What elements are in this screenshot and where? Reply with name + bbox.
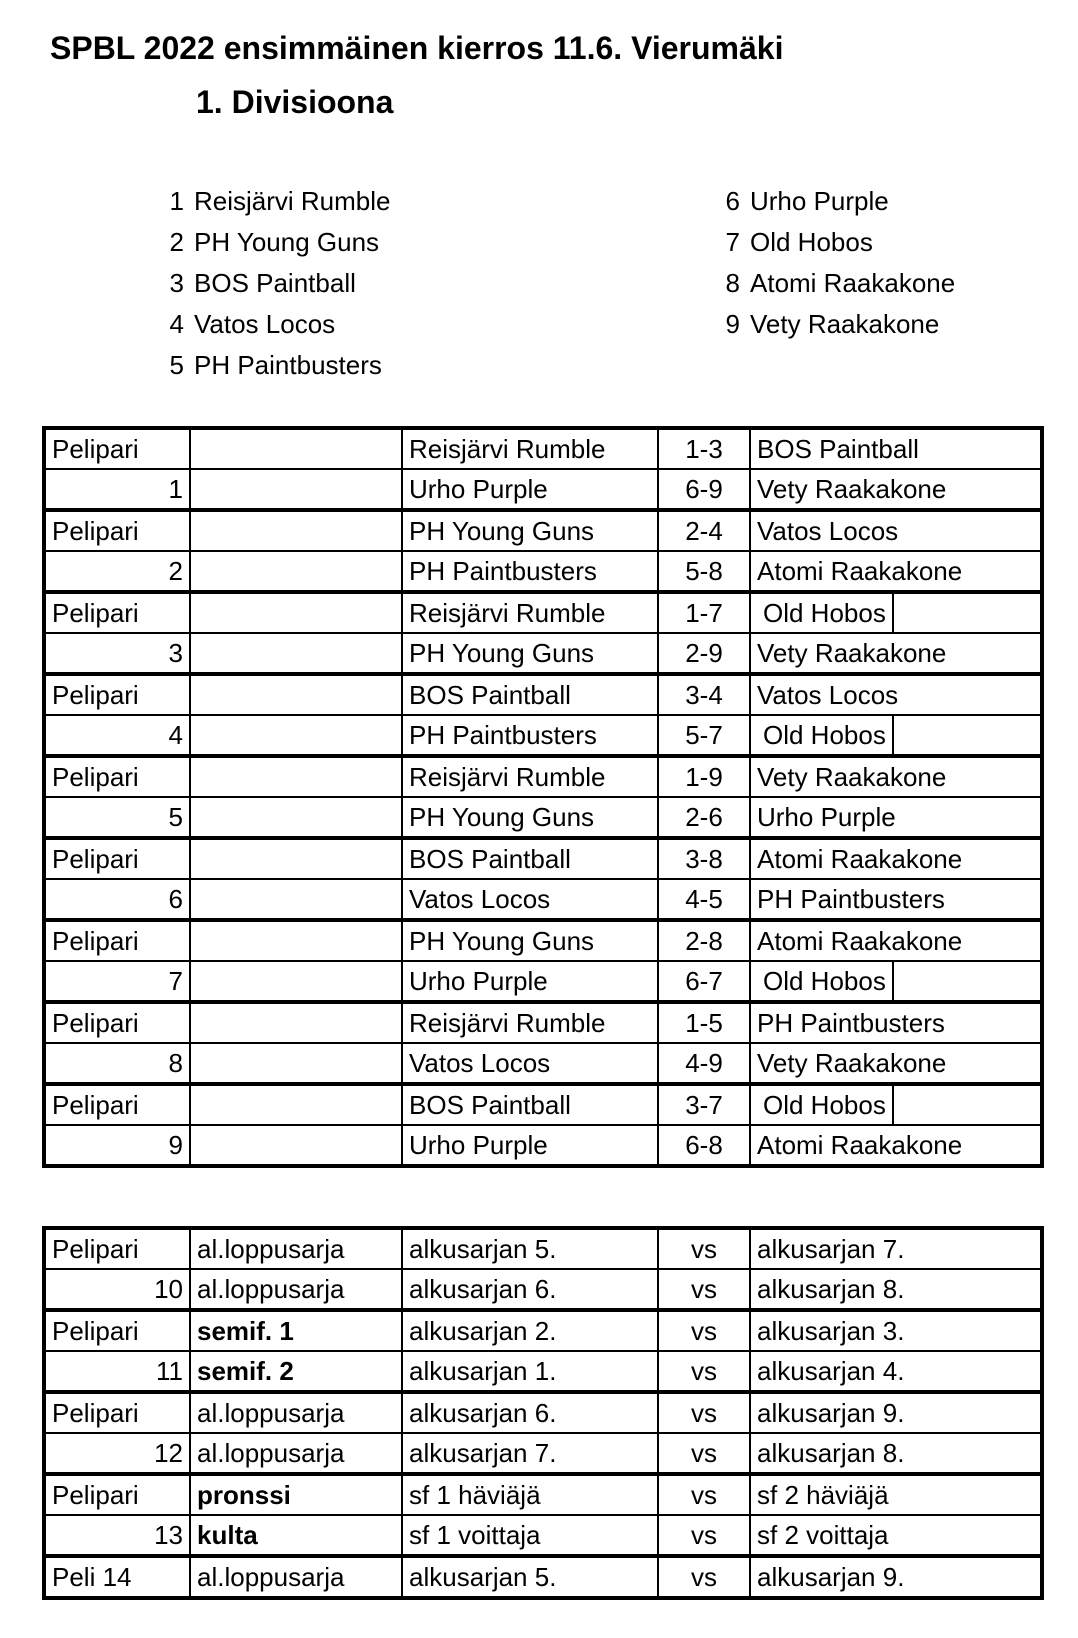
schedule-row — [44, 920, 1042, 961]
matchup-code: 6-7 — [658, 961, 750, 1002]
home-slot: alkusarjan 7. — [402, 1433, 658, 1474]
vs-label: vs — [658, 1433, 750, 1474]
pair-number: 10 — [44, 1269, 190, 1310]
vs-label: vs — [658, 1351, 750, 1392]
team-list-left — [162, 181, 391, 386]
stage-label: al.loppusarja — [190, 1392, 402, 1433]
away-team — [750, 715, 1042, 756]
schedule-row — [44, 592, 1042, 633]
empty-cell — [190, 469, 402, 510]
pair-number: 13 — [44, 1515, 190, 1556]
home-slot: alkusarjan 2. — [402, 1310, 658, 1351]
schedule-row — [44, 797, 1042, 838]
away-team: Vatos Locos — [750, 674, 1042, 715]
group-stage-schedule — [42, 426, 1044, 1168]
team-number: 1 — [169, 186, 184, 216]
away-team: Vatos Locos — [750, 510, 1042, 551]
team-name: Vety Raakakone — [750, 309, 940, 339]
playoff-row — [44, 1269, 1042, 1310]
schedule-row — [44, 715, 1042, 756]
home-team: PH Young Guns — [402, 797, 658, 838]
away-slot: sf 2 voittaja — [750, 1515, 1042, 1556]
empty-cell — [190, 1084, 402, 1125]
away-slot: alkusarjan 7. — [750, 1228, 1042, 1269]
pair-number: 3 — [44, 633, 190, 674]
pair-label: Pelipari — [44, 920, 190, 961]
schedule-row — [44, 961, 1042, 1002]
page-title: SPBL 2022 ensimmäinen kierros 11.6. Vierumäki — [50, 30, 784, 66]
team-name: Atomi Raakakone — [750, 268, 956, 298]
home-team: Urho Purple — [402, 1125, 658, 1166]
pair-label: Pelipari — [44, 838, 190, 879]
schedule-row — [44, 1084, 1042, 1125]
team-name: Urho Purple — [750, 186, 889, 216]
team-entry — [718, 181, 955, 222]
matchup-code: 2-4 — [658, 510, 750, 551]
home-team: PH Paintbusters — [402, 715, 658, 756]
away-slot: alkusarjan 8. — [750, 1433, 1042, 1474]
team-number: 7 — [725, 227, 740, 257]
empty-cell — [190, 428, 402, 469]
stage-label: pronssi — [190, 1474, 402, 1515]
team-entry — [162, 181, 391, 222]
schedule-row — [44, 1002, 1042, 1043]
matchup-code: 2-8 — [658, 920, 750, 961]
team-name: PH Young Guns — [194, 227, 380, 257]
schedule-row — [44, 838, 1042, 879]
home-team: PH Paintbusters — [402, 551, 658, 592]
empty-cell — [190, 1125, 402, 1166]
matchup-code: 4-5 — [658, 879, 750, 920]
matchup-code: 3-8 — [658, 838, 750, 879]
empty-cell — [190, 961, 402, 1002]
playoff-row — [44, 1392, 1042, 1433]
pair-label: Pelipari — [44, 674, 190, 715]
away-team: Vety Raakakone — [750, 756, 1042, 797]
home-slot: alkusarjan 5. — [402, 1556, 658, 1598]
away-slot: alkusarjan 9. — [750, 1556, 1042, 1598]
team-name: Vatos Locos — [194, 309, 336, 339]
away-team — [750, 961, 1042, 1002]
vs-label: vs — [658, 1228, 750, 1269]
pair-number: 12 — [44, 1433, 190, 1474]
pair-number: 6 — [44, 879, 190, 920]
pair-number: 11 — [44, 1351, 190, 1392]
team-number: 9 — [725, 309, 740, 339]
home-team: Reisjärvi Rumble — [402, 756, 658, 797]
pair-label: Pelipari — [44, 1084, 190, 1125]
playoff-row — [44, 1474, 1042, 1515]
schedule-row — [44, 879, 1042, 920]
division-title: 1. Divisioona — [196, 84, 394, 120]
stage-label: al.loppusarja — [190, 1433, 402, 1474]
schedule-row — [44, 428, 1042, 469]
team-number: 5 — [169, 350, 184, 380]
playoff-row — [44, 1556, 1042, 1598]
pair-number: 1 — [44, 469, 190, 510]
schedule-row — [44, 1125, 1042, 1166]
empty-cell — [190, 715, 402, 756]
team-entry — [718, 304, 955, 345]
playoff-row — [44, 1310, 1042, 1351]
team-number: 6 — [725, 186, 740, 216]
schedule-row — [44, 674, 1042, 715]
vs-label: vs — [658, 1269, 750, 1310]
team-entry — [162, 263, 391, 304]
schedule-row — [44, 551, 1042, 592]
home-slot: alkusarjan 5. — [402, 1228, 658, 1269]
pair-label: Peli 14 — [44, 1556, 190, 1598]
home-team: Reisjärvi Rumble — [402, 1002, 658, 1043]
stage-label: al.loppusarja — [190, 1269, 402, 1310]
vs-label: vs — [658, 1515, 750, 1556]
home-slot: sf 1 voittaja — [402, 1515, 658, 1556]
matchup-code: 1-3 — [658, 428, 750, 469]
matchup-code: 3-7 — [658, 1084, 750, 1125]
home-team: Vatos Locos — [402, 1043, 658, 1084]
team-list-right — [718, 181, 955, 345]
team-name: Reisjärvi Rumble — [194, 186, 391, 216]
pair-label: Pelipari — [44, 510, 190, 551]
home-team: PH Young Guns — [402, 633, 658, 674]
pair-number: 5 — [44, 797, 190, 838]
away-team: Atomi Raakakone — [750, 1125, 1042, 1166]
vs-label: vs — [658, 1556, 750, 1598]
home-team: PH Young Guns — [402, 510, 658, 551]
empty-cell — [190, 1002, 402, 1043]
empty-cell — [190, 1043, 402, 1084]
home-team: Reisjärvi Rumble — [402, 592, 658, 633]
away-team: Vety Raakakone — [750, 633, 1042, 674]
matchup-code: 4-9 — [658, 1043, 750, 1084]
schedule-row — [44, 756, 1042, 797]
home-slot: alkusarjan 6. — [402, 1269, 658, 1310]
pair-label: Pelipari — [44, 1474, 190, 1515]
away-slot: alkusarjan 8. — [750, 1269, 1042, 1310]
home-slot: sf 1 häviäjä — [402, 1474, 658, 1515]
team-number: 8 — [725, 268, 740, 298]
home-team: PH Young Guns — [402, 920, 658, 961]
away-team-text: Old Hobos — [757, 962, 894, 1000]
away-team: Vety Raakakone — [750, 1043, 1042, 1084]
empty-cell — [190, 592, 402, 633]
away-slot: alkusarjan 3. — [750, 1310, 1042, 1351]
away-team-text: Old Hobos — [757, 1086, 894, 1124]
matchup-code: 1-9 — [658, 756, 750, 797]
pair-label: Pelipari — [44, 1002, 190, 1043]
away-team — [750, 1084, 1042, 1125]
matchup-code: 5-8 — [658, 551, 750, 592]
home-team: Urho Purple — [402, 961, 658, 1002]
playoff-row — [44, 1433, 1042, 1474]
team-entry — [162, 345, 391, 386]
pair-label: Pelipari — [44, 592, 190, 633]
playoff-row — [44, 1515, 1042, 1556]
stage-label: semif. 1 — [190, 1310, 402, 1351]
team-number: 2 — [169, 227, 184, 257]
home-team: Vatos Locos — [402, 879, 658, 920]
home-team: BOS Paintball — [402, 838, 658, 879]
empty-cell — [190, 674, 402, 715]
home-team: Reisjärvi Rumble — [402, 428, 658, 469]
playoff-row — [44, 1228, 1042, 1269]
stage-label: al.loppusarja — [190, 1228, 402, 1269]
pair-number: 7 — [44, 961, 190, 1002]
pair-label: Pelipari — [44, 428, 190, 469]
team-name: Old Hobos — [750, 227, 873, 257]
pair-number: 2 — [44, 551, 190, 592]
pair-label: Pelipari — [44, 1392, 190, 1433]
empty-cell — [190, 797, 402, 838]
playoff-schedule — [42, 1226, 1044, 1600]
team-number: 3 — [169, 268, 184, 298]
home-slot: alkusarjan 1. — [402, 1351, 658, 1392]
empty-cell — [190, 756, 402, 797]
away-slot: alkusarjan 9. — [750, 1392, 1042, 1433]
matchup-code: 1-5 — [658, 1002, 750, 1043]
empty-cell — [190, 510, 402, 551]
away-team: BOS Paintball — [750, 428, 1042, 469]
team-entry — [718, 222, 955, 263]
away-team: Atomi Raakakone — [750, 551, 1042, 592]
team-name: BOS Paintball — [194, 268, 356, 298]
empty-cell — [190, 879, 402, 920]
team-name: PH Paintbusters — [194, 350, 382, 380]
away-team: Vety Raakakone — [750, 469, 1042, 510]
away-team-text: Old Hobos — [757, 716, 894, 754]
away-team: Atomi Raakakone — [750, 838, 1042, 879]
away-slot: alkusarjan 4. — [750, 1351, 1042, 1392]
stage-label: kulta — [190, 1515, 402, 1556]
pair-label: Pelipari — [44, 1310, 190, 1351]
vs-label: vs — [658, 1474, 750, 1515]
matchup-code: 3-4 — [658, 674, 750, 715]
vs-label: vs — [658, 1392, 750, 1433]
pair-label: Pelipari — [44, 1228, 190, 1269]
away-team: Urho Purple — [750, 797, 1042, 838]
schedule-row — [44, 1043, 1042, 1084]
empty-cell — [190, 551, 402, 592]
empty-cell — [190, 633, 402, 674]
matchup-code: 6-9 — [658, 469, 750, 510]
empty-cell — [190, 920, 402, 961]
away-team: PH Paintbusters — [750, 879, 1042, 920]
pair-label: Pelipari — [44, 756, 190, 797]
home-team: Urho Purple — [402, 469, 658, 510]
schedule-row — [44, 469, 1042, 510]
team-entry — [162, 222, 391, 263]
schedule-row — [44, 510, 1042, 551]
away-team-text: Old Hobos — [757, 594, 894, 632]
matchup-code: 1-7 — [658, 592, 750, 633]
matchup-code: 2-9 — [658, 633, 750, 674]
home-slot: alkusarjan 6. — [402, 1392, 658, 1433]
matchup-code: 5-7 — [658, 715, 750, 756]
away-team — [750, 592, 1042, 633]
pair-number: 8 — [44, 1043, 190, 1084]
home-team: BOS Paintball — [402, 1084, 658, 1125]
matchup-code: 2-6 — [658, 797, 750, 838]
playoff-row — [44, 1351, 1042, 1392]
empty-cell — [190, 838, 402, 879]
away-team: Atomi Raakakone — [750, 920, 1042, 961]
pair-number: 4 — [44, 715, 190, 756]
team-number: 4 — [169, 309, 184, 339]
away-slot: sf 2 häviäjä — [750, 1474, 1042, 1515]
schedule-row — [44, 633, 1042, 674]
stage-label: al.loppusarja — [190, 1556, 402, 1598]
pair-number: 9 — [44, 1125, 190, 1166]
away-team: PH Paintbusters — [750, 1002, 1042, 1043]
vs-label: vs — [658, 1310, 750, 1351]
home-team: BOS Paintball — [402, 674, 658, 715]
stage-label: semif. 2 — [190, 1351, 402, 1392]
team-entry — [162, 304, 391, 345]
team-entry — [718, 263, 955, 304]
matchup-code: 6-8 — [658, 1125, 750, 1166]
